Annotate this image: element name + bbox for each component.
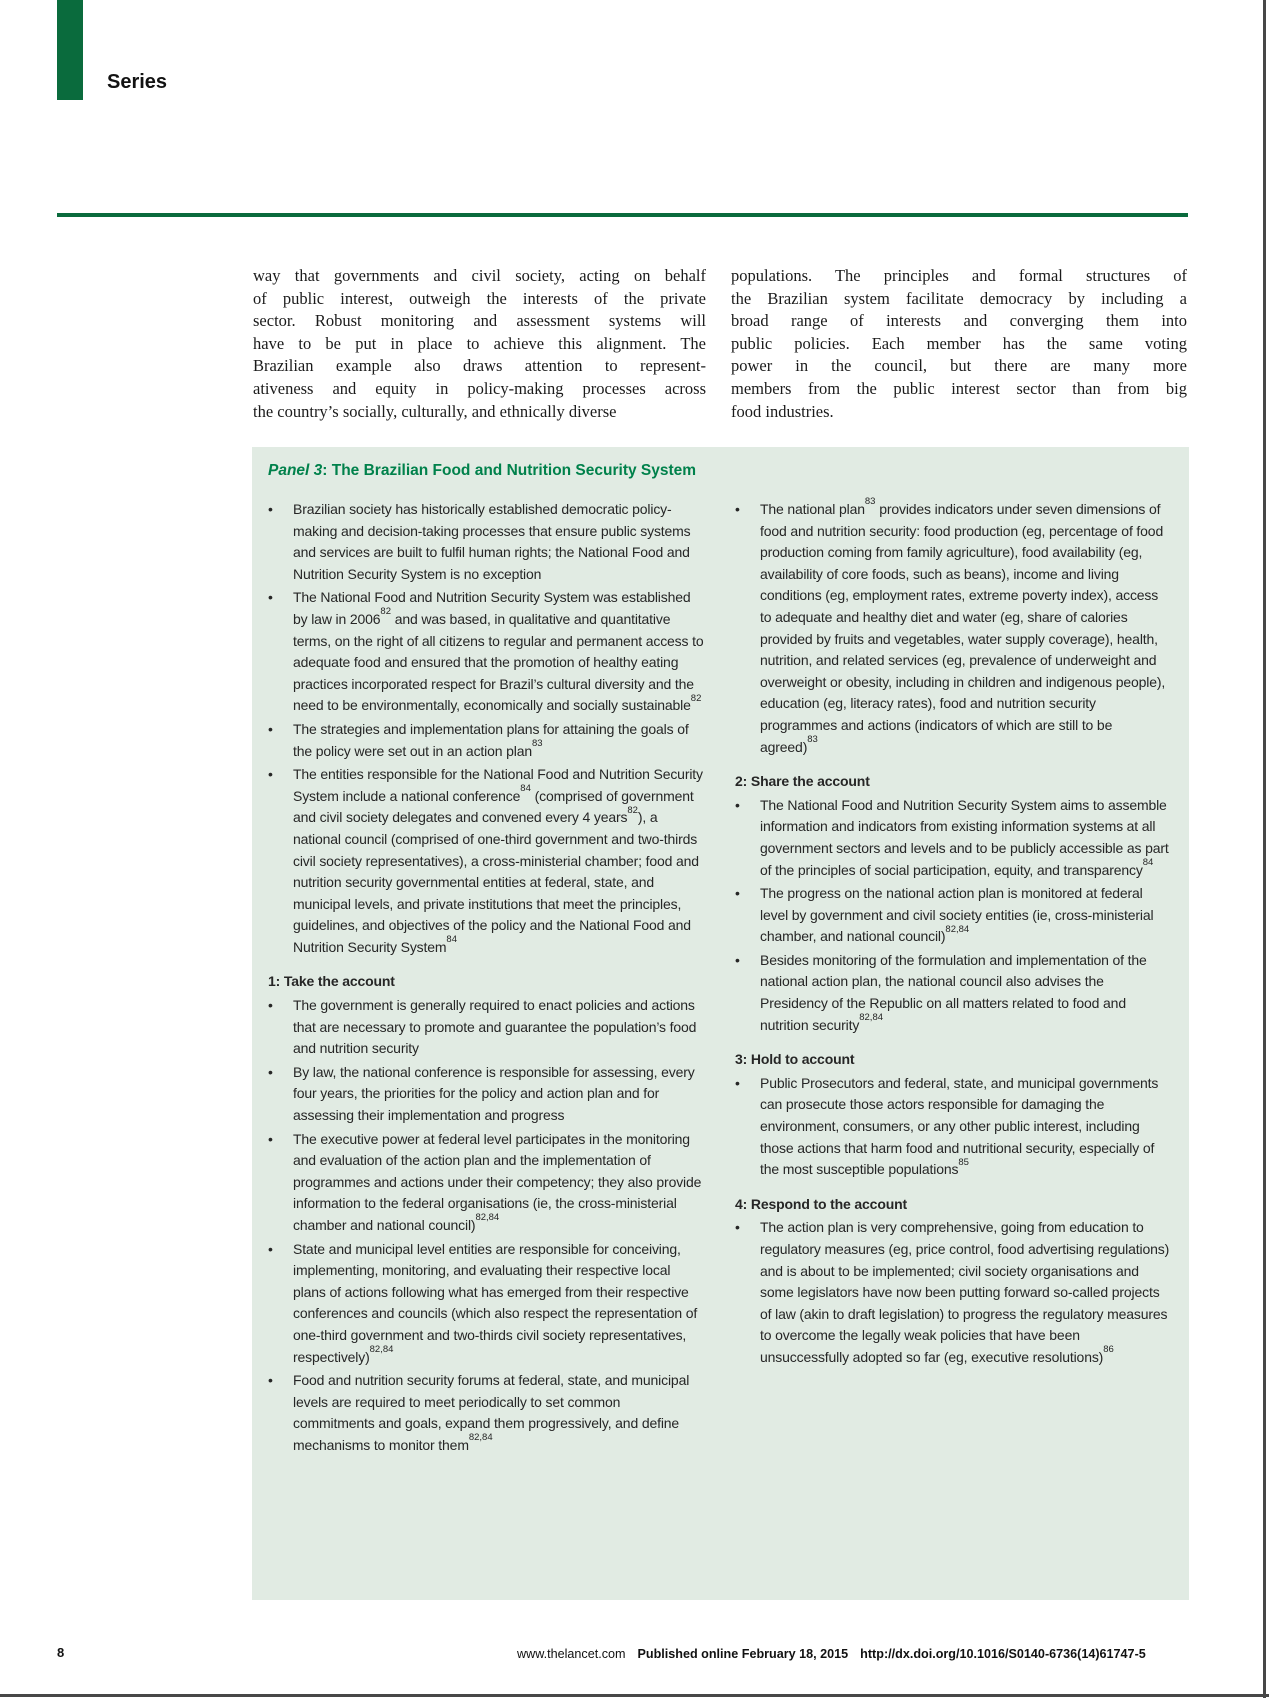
panel-bullet-item xyxy=(268,995,705,1060)
panel-subheading: 4: Respond to the account xyxy=(735,1195,908,1212)
article-column-left xyxy=(253,265,706,423)
body-text-line: broad range of interests and converging them into xyxy=(731,311,1187,331)
bullet-marker: • xyxy=(735,1074,740,1091)
panel-bullet-text: The progress on the national action plan is monitored at federal level by government and civil society entities (ie, cross-ministerial chamber, and national council)$^{82,84}$ xyxy=(760,885,1154,945)
article-column-right xyxy=(731,265,1187,423)
body-text-line: way that governments and civil society, acting on behalf xyxy=(253,266,706,285)
panel-column-left xyxy=(268,497,705,1457)
panel-subheading: 2: Share the account xyxy=(735,773,870,790)
body-text-line: have to be put in place to achieve this alignment. The xyxy=(253,333,706,353)
bullet-marker: • xyxy=(268,589,273,606)
bullet-marker: • xyxy=(735,1219,740,1236)
panel-bullet-item xyxy=(268,587,705,717)
panel-3 xyxy=(252,447,1189,1600)
panel-title-number: Panel 3 xyxy=(268,462,323,479)
body-text-line: populations. The principles and formal structures of xyxy=(731,266,1187,285)
panel-bullet-item xyxy=(735,1217,1172,1368)
panel-bullet-item xyxy=(268,1129,705,1237)
footer-published-date: Published online February 18, 2015 xyxy=(637,1647,849,1661)
panel-bullet-item xyxy=(268,719,705,762)
body-text-line: sector. Robust monitoring and assessment systems will xyxy=(253,311,706,331)
panel-bullet-item xyxy=(735,496,1172,758)
panel-subheading: 1: Take the account xyxy=(268,973,395,990)
bullet-marker: • xyxy=(735,885,740,902)
body-text-line: members from the public interest sector than from big xyxy=(731,378,1187,398)
panel-bullet-text: Public Prosecutors and federal, state, and municipal governments can prosecute those actors responsible for damaging the environment, consumers, or any other public interest, including those actions that harm food and nutritional security, especially of the most susceptible populations$^{85}$ xyxy=(760,1074,1159,1178)
body-text-line: the country’s socially, culturally, and ethnically diverse xyxy=(253,401,617,421)
body-text-line: of public interest, outweigh the interests of the private xyxy=(253,288,706,308)
panel-bullet-item xyxy=(268,499,705,585)
body-text-line: public policies. Each member has the same voting xyxy=(731,333,1187,353)
panel-bullet-item xyxy=(268,1062,705,1127)
panel-title xyxy=(268,462,1172,480)
body-text-line: power in the council, but there are many more xyxy=(731,356,1187,376)
panel-bullet-text: Food and nutrition security forums at federal, state, and municipal levels are required to meet periodically to set common commitments and goals, expand them progressively, and define mechanisms to monitor them$^{82,84}$ xyxy=(293,1372,690,1453)
series-banner-bar xyxy=(57,0,83,100)
panel-bullet-item xyxy=(735,795,1172,881)
footer-doi: http://dx.doi.org/10.1016/S0140-6736(14)61747-5 xyxy=(860,1647,1146,1661)
panel-bullet-item xyxy=(268,1370,705,1456)
panel-bullet-text: The National Food and Nutrition Security System was established by law in 2006$^{82}$ and was based, in qualitative and quantitative terms, on the right of all citizens to regular and permanent access to adequate food and ensured that the promotion of healthy eating practices incorporated respect for Brazil’s cultural diversity and the need to be environmentally, economically and socially sustainable$^{82}$ xyxy=(293,589,704,714)
panel-column-right xyxy=(735,497,1172,1457)
bullet-marker: • xyxy=(268,997,273,1014)
page-edge-right xyxy=(1263,0,1266,1698)
bullet-marker: • xyxy=(735,796,740,813)
bullet-marker: • xyxy=(268,501,273,517)
panel-bullet-text: The executive power at federal level participates in the monitoring and evaluation of the action plan and the implementation of programmes and actions under their competency; they also provide information to the federal organisations (ie, the cross-ministerial chamber and national council)$^{82,84}$ xyxy=(293,1130,702,1233)
body-text-line: Brazilian example also draws attention to represent- xyxy=(253,356,706,376)
panel-bullet-text: The government is generally required to enact policies and actions that are necessary to promote and guarantee the population’s food and nutrition security xyxy=(293,997,697,1057)
panel-bullet-item xyxy=(268,764,705,958)
bullet-marker: • xyxy=(268,1372,273,1389)
panel-bullet-item xyxy=(735,883,1172,948)
panel-columns xyxy=(268,497,1172,1457)
panel-title-text: : The Brazilian Food and Nutrition Security System xyxy=(322,462,697,479)
bullet-marker: • xyxy=(268,1063,273,1080)
bullet-marker: • xyxy=(268,1130,273,1147)
footer xyxy=(517,1647,1146,1661)
body-text-line: food industries. xyxy=(731,401,834,421)
bullet-marker: • xyxy=(268,766,273,783)
footer-site-url: www.thelancet.com xyxy=(517,1647,626,1661)
body-text-line: ativeness and equity in policy-making processes across xyxy=(253,378,706,398)
panel-bullet-item xyxy=(735,1073,1172,1181)
panel-bullet-text: By law, the national conference is responsible for assessing, every four years, the priorities for the policy and action plan and for assessing their implementation and progress xyxy=(293,1063,695,1124)
article-text xyxy=(253,265,1187,423)
bullet-marker: • xyxy=(268,1240,273,1257)
page-number: 8 xyxy=(57,1645,65,1660)
header-rule xyxy=(57,213,1188,217)
bullet-marker: • xyxy=(735,951,740,968)
bullet-marker: • xyxy=(735,501,740,517)
body-text-line: the Brazilian system facilitate democracy by including a xyxy=(731,288,1187,308)
bullet-marker: • xyxy=(268,720,273,737)
panel-bullet-item xyxy=(268,1239,705,1369)
panel-bullet-text: The entities responsible for the National Food and Nutrition Security System include a national conference$^{84}$ (comprised of government and civil society delegates and convened every 4 years$^{82}$), a national council (comprised of one-third government and two-thirds civil society representatives), a cross-ministerial chamber; food and nutrition security governmental entities at federal, state, and municipal levels, and private institutions that meet the principles, guidelines, and objectives of the policy and the National Food and Nutrition Security System$^{84}$ xyxy=(293,766,703,955)
panel-bullet-text: Besides monitoring of the formulation and implementation of the national action plan, the national council also advises the Presidency of the Republic on all matters related to food and nutrition security$^{82,84}$ xyxy=(760,951,1147,1033)
panel-bullet-text: Brazilian society has historically established democratic policy-making and decision-taking processes that ensure public systems and services are built to fulfil human rights; the National Food and Nutrition Security System is no exception xyxy=(293,501,691,582)
panel-bullet-text: The National Food and Nutrition Security System aims to assemble information and indicators from existing information systems at all government sectors and levels and to be publicly accessible as part of the principles of social participation, equity, and transparency$^{84}$ xyxy=(760,796,1169,878)
panel-bullet-text: The action plan is very comprehensive, going from education to regulatory measures (eg, price control, food advertising regulations) and is about to be implemented; civil society organisations and some legislators have now been putting forward so-called projects of law (akin to draft legislation) to progress the regulatory measures to overcome the legally weak policies that have been unsuccessfully adopted so far (eg, executive resolutions)$^{86}$ xyxy=(760,1219,1170,1365)
page-edge-bottom xyxy=(0,1694,1269,1697)
panel-bullet-text: The strategies and implementation plans for attaining the goals of the policy were set out in an action plan$^{83}$ xyxy=(293,720,689,759)
series-label: Series xyxy=(107,71,168,93)
panel-bullet-text: The national plan$^{83}$ provides indicators under seven dimensions of food and nutrition security: food production (eg, percentage of food production coming from family agriculture), food availability (eg, availability of core foods, such as beans), income and living conditions (eg, employment rates, extreme poverty index), access to adequate and healthy diet and water (eg, share of calories provided by fruits and vegetables, water supply coverage), health, nutrition, and related services (eg, prevalence of underweight and overweight or obesity, including in children and indigenous people), education (eg, literacy rates), food and nutrition security programmes and actions (indicators of which are still to be agreed)$^{83}$ xyxy=(760,496,1166,755)
panel-bullet-item xyxy=(735,950,1172,1036)
panel-bullet-text: State and municipal level entities are responsible for conceiving, implementing, monitoring, and evaluating their respective local plans of actions following what has emerged from their respective conferences and councils (which also respect the representation of one-third government and two-thirds civil society representatives, respectively)$^{82,84}$ xyxy=(293,1240,698,1365)
panel-subheading: 3: Hold to account xyxy=(735,1051,855,1068)
